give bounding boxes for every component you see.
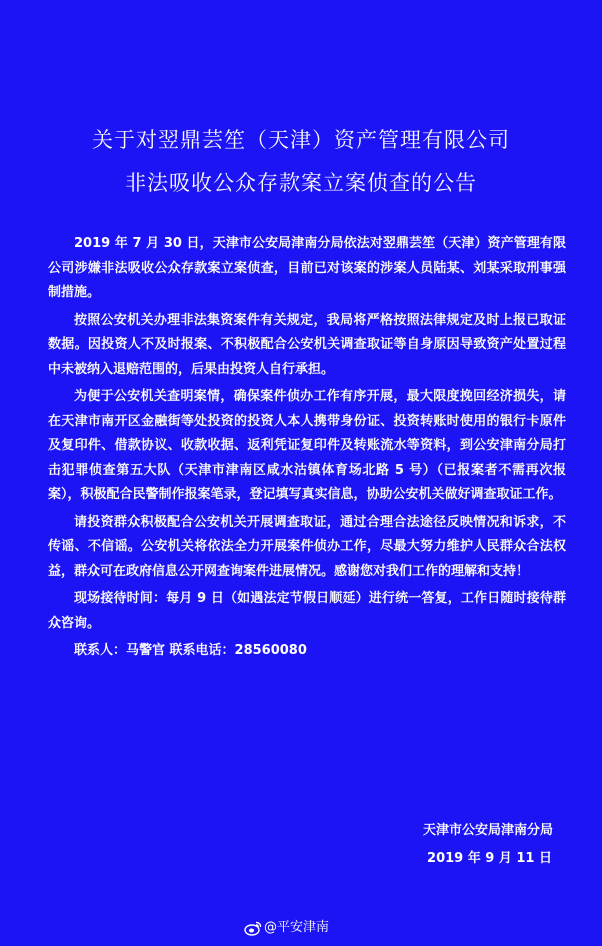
paragraph-report-instructions: 为便于公安机关查明案情，确保案件侦办工作有序开展，最大限度挽回经济损失，请在天津市南开区金融街等处投资的投资人本人携带身份证、投资转账时使用的银行卡原件及复印件、借款协议、收款收据、返利凭证复印件及转账流水等资料，到公安津南分局打击犯罪侦查第五大队（天津市津南区咸水沽镇体育场北路 5 号）（已报案者不需再次报案），积极配合民警制作报案笔录，登记填写真实信息，协助公安机关做好调查取证工作。	[48, 389, 566, 502]
signature-organization: 天津市公安局津南分局	[422, 823, 553, 838]
paragraph-appeal: 请投资群众积极配合公安机关开展调查取证，通过合理合法途径反映情况和诉求，不传谣、不信谣。公安机关将依法全力开展案件侦办工作，尽最大努力维护人民群众合法权益，群众可在政府信息公开网查询案件进展情况。感谢您对我们工作的理解和支持！	[48, 514, 566, 579]
watermark-account: @平安津南	[264, 920, 330, 935]
signature-date: 2019 年 9 月 11 日	[427, 851, 552, 866]
weibo-icon	[244, 920, 262, 936]
announcement-body	[48, 232, 566, 664]
title-line-1: 关于对翌鼎芸笙（天津）资产管理有限公司	[92, 128, 510, 152]
paragraph-case-filing: 2019 年 7 月 30 日，天津市公安局津南分局依法对翌鼎芸笙（天津）资产管理有限公司涉嫌非法吸收公众存款案立案侦查，目前已对该案的涉案人员陆某、刘某采取刑事强制措施。	[48, 236, 566, 300]
paragraph-reception-time: 现场接待时间：每月 9 日（如遇法定节假日顺延）进行统一答复，工作日随时接待群众咨询。	[48, 591, 566, 631]
paragraph-reporting-rules: 按照公安机关办理非法集资案件有关规定，我局将严格按照法律规定及时上报已取证数据。因投资人不及时报案、不积极配合公安机关调查取证等自身原因导致资产处置过程中未被纳入退赔范围的，后果由投资人自行承担。	[48, 312, 566, 377]
paragraph-contact: 联系人：马警官 联系电话：28560080	[74, 643, 307, 658]
title-line-2: 非法吸收公众存款案立案侦查的公告	[125, 171, 477, 195]
